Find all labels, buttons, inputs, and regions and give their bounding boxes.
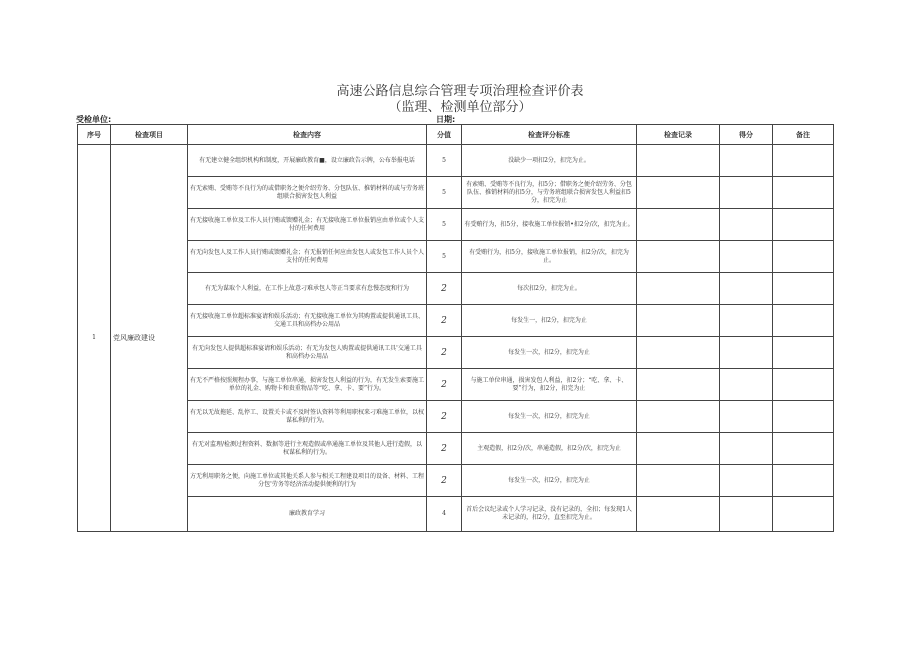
record-cell[interactable] — [637, 241, 720, 273]
row-points: 5 — [427, 241, 462, 273]
record-cell[interactable] — [637, 209, 720, 241]
page-subtitle: （监理、检测单位部分） — [388, 100, 532, 115]
remark-cell[interactable] — [773, 273, 834, 305]
remark-cell[interactable] — [773, 209, 834, 241]
row-content: 有无向发包人提供超标准宴请和娱乐活动；有无为发包人购置或提供通讯工具'交通工具和高档办公用品 — [188, 337, 427, 369]
record-cell[interactable] — [637, 497, 720, 532]
row-points: 2 — [427, 305, 462, 337]
record-cell[interactable] — [637, 337, 720, 369]
row-content: 有无建立健全组织机构和制度，开展廉政教育■，设立廉政告示牌，公布举报电话 — [188, 145, 427, 177]
row-content: 有无接收施工单位及工作人员行贿或馈赠礼金；有无接收施工单位报销应由单位或个人支付的任何费用 — [188, 209, 427, 241]
row-points: 2 — [427, 369, 462, 401]
score-cell[interactable] — [720, 401, 773, 433]
row-points: 2 — [427, 337, 462, 369]
table-row — [78, 337, 834, 369]
row-standard: 有索贿、受贿等不良行为，扣5分；借职务之便介绍劳务、分包队伍、推销材料的扣5分，与劳务班组联合损害发包人利益扣5分，扣完为止 — [462, 177, 637, 209]
header-remark: 备注 — [773, 125, 834, 145]
header-record: 检查记录 — [637, 125, 720, 145]
row-points: 2 — [427, 433, 462, 465]
row-content: 有无向发包人及工作人员行贿或馈赠礼金；有无报销任何应由发包人或发包工作人员个人支付的任何费用 — [188, 241, 427, 273]
score-cell[interactable] — [720, 465, 773, 497]
table-row — [78, 401, 834, 433]
page-title: 高速公路信息综合管理专项治理检查评价表 — [336, 84, 584, 99]
remark-cell[interactable] — [773, 145, 834, 177]
row-standard: 与施工单位串通，损害发包人利益，扣2分；“吃、拿、卡、要”行为，扣2分，扣完为止 — [462, 369, 637, 401]
record-cell[interactable] — [637, 145, 720, 177]
table-row — [78, 305, 834, 337]
score-cell[interactable] — [720, 369, 773, 401]
score-cell[interactable] — [720, 209, 773, 241]
row-standard: 每次扣2分，扣完为止。 — [462, 273, 637, 305]
header-project: 检查项目 — [111, 125, 188, 145]
row-content: 有无不严格按照规程办事，与施工单位串通，损害发包人利益的行为，有无发生索要施工单位的礼金、购物卡和贵重物品等“吃、拿、卡、要”行为。 — [188, 369, 427, 401]
row-standard: 首后会议纪录或个人学习记录，没有记录的，全扣；每发现1人未记录的，扣2分，直至扣完为止。 — [462, 497, 637, 532]
record-cell[interactable] — [637, 273, 720, 305]
table-row — [78, 145, 834, 177]
score-cell[interactable] — [720, 177, 773, 209]
row-standard: 主观造假，扣2分/次，串通造假，扣2分/次，扣完为止 — [462, 433, 637, 465]
remark-cell[interactable] — [773, 177, 834, 209]
row-content: 有无对监理/检测过程资料、数据等进行主观造假或串通施工单位及其他人进行造假，以权谋私利的行为。 — [188, 433, 427, 465]
score-cell[interactable] — [720, 305, 773, 337]
row-points: 2 — [427, 465, 462, 497]
inspected-unit-label: 受检单位: — [76, 115, 112, 124]
header-standard: 检查评分标准 — [462, 125, 637, 145]
table-row — [78, 433, 834, 465]
table-row — [78, 369, 834, 401]
row-standard: 每发生一次，扣2分，扣完为止 — [462, 465, 637, 497]
table-row — [78, 209, 834, 241]
row-standard: 没缺少一项扣2分，扣完为止。 — [462, 145, 637, 177]
header-score: 得分 — [720, 125, 773, 145]
score-cell[interactable] — [720, 273, 773, 305]
remark-cell[interactable] — [773, 369, 834, 401]
row-content: 有无以无故拖延、乱停工、设置关卡或不及时签认资料等利用职权来刁难施工单位，以权谋私利的行为。 — [188, 401, 427, 433]
record-cell[interactable] — [637, 305, 720, 337]
remark-cell[interactable] — [773, 305, 834, 337]
remark-cell[interactable] — [773, 433, 834, 465]
remark-cell[interactable] — [773, 401, 834, 433]
table-row — [78, 497, 834, 532]
record-cell[interactable] — [637, 177, 720, 209]
table-row — [78, 273, 834, 305]
record-cell[interactable] — [637, 433, 720, 465]
score-cell[interactable] — [720, 337, 773, 369]
row-points: 5 — [427, 177, 462, 209]
row-points: 4 — [427, 497, 462, 532]
table-row — [78, 177, 834, 209]
row-standard: 每发生一，扣2分，扣完为止 — [462, 305, 637, 337]
header-content: 检查内容 — [188, 125, 427, 145]
table-row — [78, 465, 834, 497]
row-content: 方无利用职务之便，向施工单位或其他关系人参与相关工程建设项目的设备、材料、工程分包'劳务等经济活动提供便利的行为 — [188, 465, 427, 497]
row-content: 廉政教育学习 — [188, 497, 427, 532]
date-label: 日期: — [436, 115, 456, 124]
remark-cell[interactable] — [773, 497, 834, 532]
record-cell[interactable] — [637, 401, 720, 433]
row-points: 5 — [427, 209, 462, 241]
row-content: 有无索贿、受贿等不良行为的或借职务之便介绍劳务、分包队伍、推销材料的或与劳务班组联合损害发包人利益 — [188, 177, 427, 209]
row-content: 有无接收施工单位超标准宴请和娱乐活动；有无接收施工单位为其购置或提供通讯工具、交通工具和高档办公用品 — [188, 305, 427, 337]
score-cell[interactable] — [720, 241, 773, 273]
remark-cell[interactable] — [773, 465, 834, 497]
group-project: 党风廉政建设 — [111, 145, 188, 532]
row-points: 2 — [427, 401, 462, 433]
score-cell[interactable] — [720, 433, 773, 465]
row-standard: 有受贿行为，扣5分，接收施工单位报销，扣2分/次，扣完为止。 — [462, 241, 637, 273]
remark-cell[interactable] — [773, 241, 834, 273]
row-points: 2 — [427, 273, 462, 305]
evaluation-table — [77, 124, 834, 532]
row-standard: 每发生一次，扣2分，扣完为止 — [462, 401, 637, 433]
header-points: 分值 — [427, 125, 462, 145]
remark-cell[interactable] — [773, 337, 834, 369]
row-standard: 每发生一次，扣2分，扣完为止 — [462, 337, 637, 369]
score-cell[interactable] — [720, 497, 773, 532]
score-cell[interactable] — [720, 145, 773, 177]
row-content: 有无为谋取个人利益，在工作上故意刁难承包人等正当要求有怠慢态度和行为 — [188, 273, 427, 305]
row-points: 5 — [427, 145, 462, 177]
row-standard: 有受贿行为，扣5分，接收施工单位报销•扣2分/次，扣完为止。 — [462, 209, 637, 241]
header-seq: 序号 — [78, 125, 111, 145]
group-seq: 1 — [78, 145, 111, 532]
table-row — [78, 241, 834, 273]
record-cell[interactable] — [637, 465, 720, 497]
header-row — [78, 125, 834, 145]
record-cell[interactable] — [637, 369, 720, 401]
